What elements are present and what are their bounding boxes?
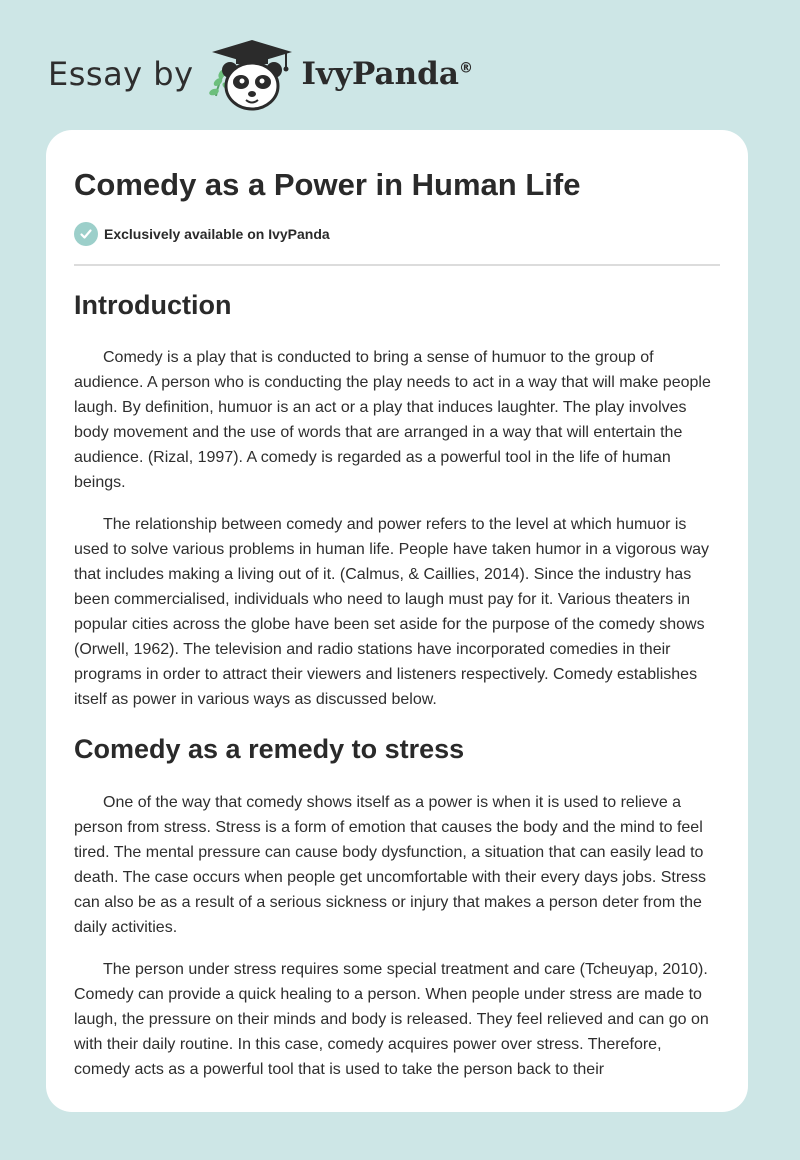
paragraph: Comedy is a play that is conducted to bring a sense of humuor to the group of audience. A person who is conducting the play needs to act in a way that will make people laugh. By definition, humuor is an act or a play that induces laughter. The play involves body movement and the use of words that are arranged in a way that will entertain the audience. (Rizal, 1997). A comedy is regarded as a powerful tool in the life of human beings. [74,349,711,491]
site-header [48,34,473,114]
check-icon [74,222,98,246]
essay-card [46,130,748,1112]
panda-logo-icon[interactable] [206,36,298,112]
trademark-symbol: ® [458,60,473,77]
section-heading-introduction: Introduction [74,290,232,320]
paragraph: The person under stress requires some special treatment and care (Tcheuyap, 2010). Comedy can provide a quick healing to a person. When people under stress are made to laugh, the pressure on their minds and body is released. They feel relieved and can go on with their daily routine. In this case, comedy acquires power over stress. Therefore, comedy acts as a powerful tool that is used to take the person back to their [74,961,709,1078]
section-heading-comedy-as-remedy: Comedy as a remedy to stress [74,734,465,764]
exclusive-badge-label: Exclusively available on IvyPanda [104,226,330,242]
paragraph: The relationship between comedy and power refers to the level at which humuor is used to solve various problems in human life. People have taken humor in a vigorous way that includes making a living out of it. (Calmus, & Caillies, 2014). Since the industry has been commercialised, individuals who need to laugh must pay for it. Various theaters in popular cities across the globe have been set aside for the purpose of the comedy shows (Orwell, 1962). The television and radio stations have incorporated comedies in their programs in order to attract their viewers and listeners respectively. Comedy establishes itself as power in various ways as discussed below. [74,516,710,708]
exclusive-badge [74,222,720,266]
essay-by-label: Essay by [48,55,194,93]
brand-name[interactable]: IvyPanda® [301,56,473,92]
paragraph: One of the way that comedy shows itself as a power is when it is used to relieve a person from stress. Stress is a form of emotion that causes the body and the mind to feel tired. The mental pressure can cause body dysfunction, a situation that can easily lead to death. The case occurs when people get uncomfortable with their every days jobs. Stress can also be as a result of a serious sickness or injury that makes a person deter from the daily activities. [74,794,707,936]
page-title: Comedy as a Power in Human Life [74,167,581,202]
